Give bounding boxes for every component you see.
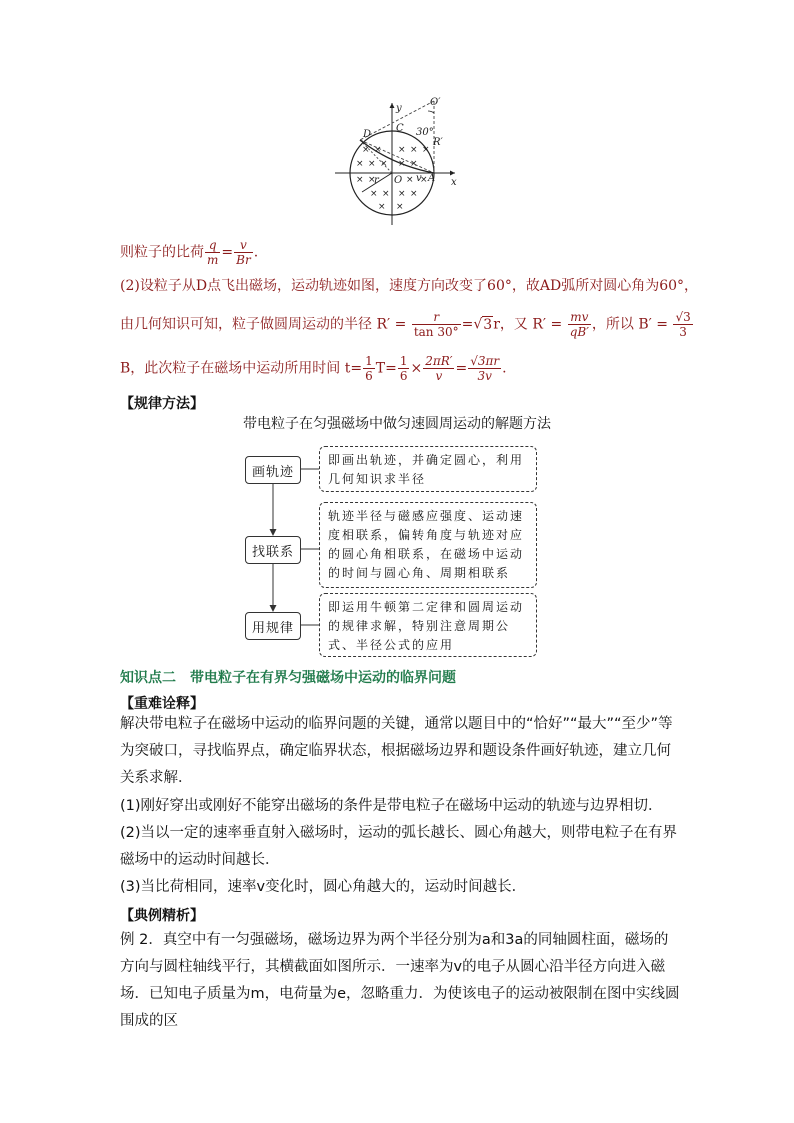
point-c-label: C bbox=[396, 123, 404, 134]
cross-mark: × bbox=[378, 202, 386, 212]
flow-desc-find-relation: 轨迹半径与磁感应强度、运动速度相联系，偏转角度与轨迹对应的圆心角相联系，在磁场中运动的时间与圆心角、周期相联系 bbox=[319, 502, 537, 588]
radius-r-prime-label: R′ bbox=[433, 137, 443, 148]
flowchart-title: 带电粒子在匀强磁场中做匀速圆周运动的解题方法 bbox=[243, 416, 551, 432]
fraction-2piR-v: $\frac{2\pi R'}{v}$ bbox=[425, 354, 453, 383]
cross-mark: × bbox=[410, 145, 418, 155]
fraction-r-tan30: $\frac{r}{\tan 30^\circ}$ bbox=[413, 310, 459, 339]
key-points-heading: 【重难诠释】 bbox=[120, 696, 204, 712]
flow-step-apply-laws: 用规律 bbox=[245, 612, 301, 640]
point-2: (2)当以一定的速率垂直射入磁场时，运动的弧长越长、圆心角越大，则带电粒子在有界磁场中的运动时间越长． bbox=[120, 825, 678, 868]
intro-paragraph: 解决带电粒子在磁场中运动的临界问题的关键，通常以题目中的“恰好”“最大”“至少”等为突破口，寻找临界点，确定临界状态，根据磁场边界和题设条件画好轨迹，建立几何关系求解． bbox=[120, 716, 673, 786]
flow-desc-draw-trajectory: 即画出轨迹，并确定圆心，利用几何知识求半径 bbox=[319, 446, 537, 492]
cross-mark: × bbox=[398, 189, 406, 199]
cross-mark: × bbox=[370, 189, 378, 199]
point-a-label: A bbox=[428, 173, 436, 184]
origin-o-label: O bbox=[394, 175, 403, 186]
point-d-label: D bbox=[363, 129, 372, 140]
example-paragraph: 例 2．真空中有一匀强磁场，磁场边界为两个半径分别为a和3a的同轴圆柱面，磁场的方向与圆柱轴线平行，其横截面如图所示．一速率为v的电子从圆心沿半径方向进入磁场．已知电子质量为m，电荷量为e，忽略重力．为使该电子的运动被限制在图中实线圆围成的区 bbox=[120, 932, 680, 1029]
cross-mark: × bbox=[396, 202, 404, 212]
example-heading: 【典例精析】 bbox=[120, 908, 204, 924]
fraction-sqrt3-3: $\frac{√3}{3}$ bbox=[675, 310, 691, 339]
velocity-v-label: v bbox=[416, 173, 422, 184]
charge-mass-ratio-line bbox=[120, 238, 258, 267]
solution-flowchart bbox=[245, 440, 545, 660]
angle-label: 30° bbox=[416, 127, 434, 138]
line1-end: . bbox=[253, 244, 259, 261]
cross-mark: × bbox=[422, 145, 430, 155]
center-o-prime-label: O′ bbox=[430, 97, 441, 108]
fraction-mv-qb: $\frac{mv}{qB'}$ bbox=[569, 310, 589, 339]
cross-mark: × bbox=[398, 145, 406, 155]
fraction-v-br: $\frac{v}{Br}$ bbox=[236, 238, 251, 267]
radius-derivation-line: 由几何知识可知，粒子做圆周运动的半径 R′ = $\frac{r}{\tan 30^\circ}$ =√3r，又 R′ = $\frac{mv}{qB'}$ ，所以 B′ = $\frac{√3}{3}$ bbox=[120, 310, 691, 339]
cross-mark: × bbox=[382, 189, 390, 199]
solution-part2-line: (2)设粒子从D点飞出磁场，运动轨迹如图，速度方向改变了60°，故AD弧所对圆心角为60°， bbox=[120, 278, 699, 294]
fraction-sqrt3pir-3v: $\frac{√3\pi r}{3v}$ bbox=[470, 354, 500, 383]
cross-mark: × bbox=[362, 145, 370, 155]
point-3: (3)当比荷相同，速率v变化时，圆心角越大的，运动时间越长． bbox=[120, 879, 527, 895]
fraction-1-6: $\frac{1}{6}$ bbox=[399, 354, 408, 383]
fraction-q-m: $\frac{q}{m}$ bbox=[207, 238, 219, 267]
flow-step-draw-trajectory: 画轨迹 bbox=[245, 456, 301, 484]
cross-mark: × bbox=[368, 175, 376, 185]
section-title: 知识点二 带电粒子在有界匀强磁场中运动的临界问题 bbox=[120, 670, 456, 686]
y-axis-label: y bbox=[396, 103, 402, 114]
method-heading: 【规律方法】 bbox=[120, 396, 204, 412]
cross-mark: × bbox=[380, 159, 388, 169]
cross-mark: × bbox=[374, 145, 382, 155]
cross-mark: × bbox=[420, 175, 428, 185]
time-derivation-line: B，此次粒子在磁场中运动所用时间 t= $\frac{1}{6}$ T= $\frac{1}{6}$ × $\frac{2\pi R'}{v}$ = $\frac{√3\pi r}{3v}$ . bbox=[120, 354, 507, 383]
point-1: (1)刚好穿出或刚好不能穿出磁场的条件是带电粒子在磁场中运动的轨迹与边界相切． bbox=[120, 798, 663, 814]
cross-mark: × bbox=[356, 159, 364, 169]
line1-text: 则粒子的比荷 bbox=[120, 244, 204, 261]
sqrt-3: 3 bbox=[483, 316, 493, 333]
equals-sign: = bbox=[221, 244, 234, 261]
magnetic-field-diagram bbox=[330, 95, 460, 230]
fraction-1-6: $\frac{1}{6}$ bbox=[365, 354, 373, 383]
flow-step-find-relation: 找联系 bbox=[245, 536, 301, 564]
cross-mark: × bbox=[356, 175, 364, 185]
cross-mark: × bbox=[410, 159, 418, 169]
cross-mark: × bbox=[368, 159, 376, 169]
radius-r-label: r bbox=[374, 175, 379, 186]
x-axis-label: x bbox=[451, 177, 457, 188]
cross-mark: × bbox=[398, 159, 406, 169]
cross-mark: × bbox=[406, 175, 414, 185]
cross-mark: × bbox=[410, 189, 418, 199]
flow-desc-apply-laws: 即运用牛顿第二定律和圆周运动的规律求解，特别注意周期公式、半径公式的应用 bbox=[319, 593, 537, 657]
